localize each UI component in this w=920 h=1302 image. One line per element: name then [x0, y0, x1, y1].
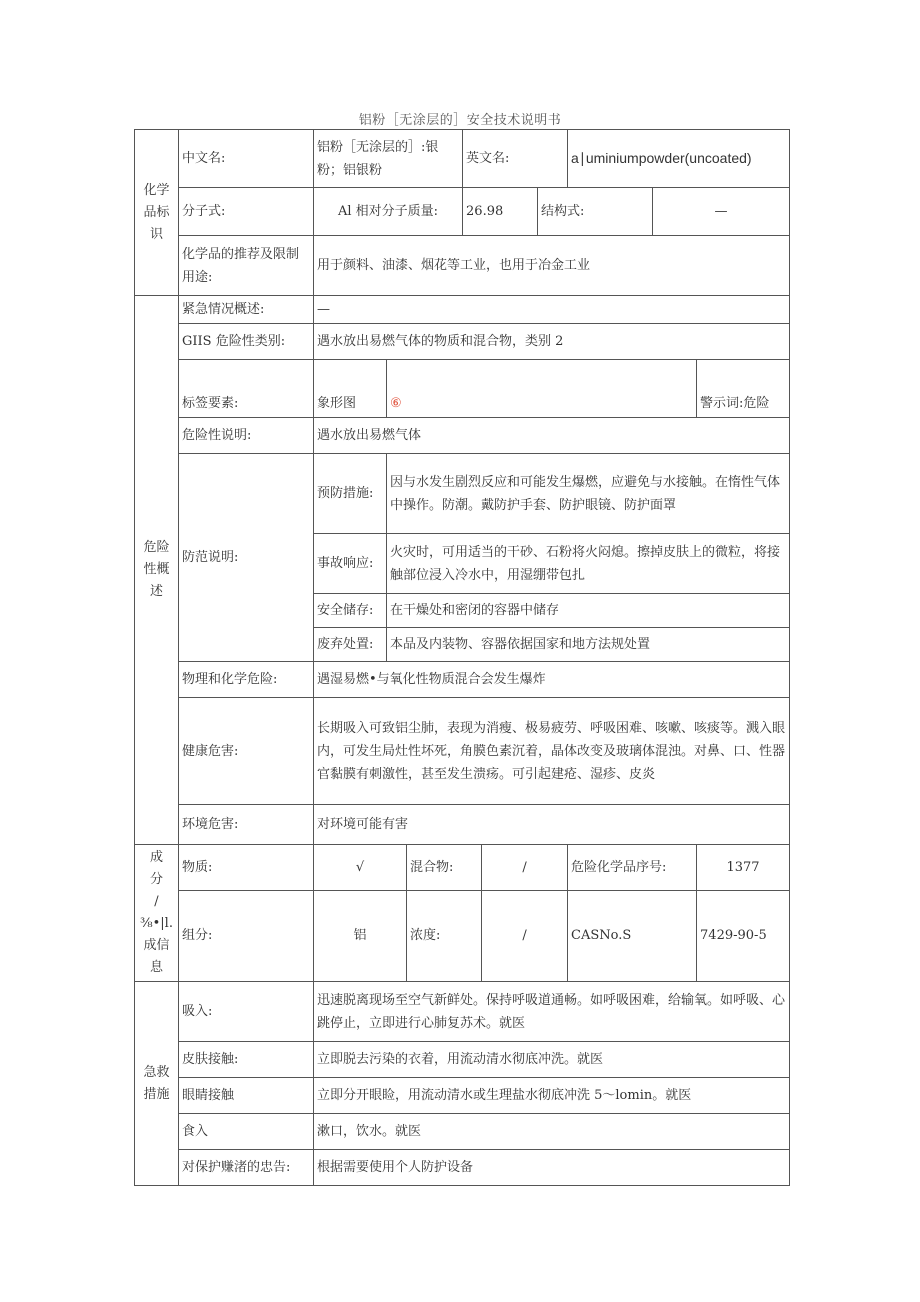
document-title: 铝粉［无涂层的］安全技术说明书: [358, 113, 562, 128]
serial-value: 1377: [697, 845, 790, 891]
cn-name-value: 铝粉［无涂层的］:银粉；铝银粉: [314, 130, 463, 188]
row-skin: [135, 1042, 790, 1078]
msds-table: [134, 129, 790, 1186]
protect-label: 对保护赚渚的忠告:: [179, 1150, 314, 1186]
structure-value: —: [653, 188, 790, 236]
serial-label: 危险化学品序号:: [568, 845, 697, 891]
section-first-aid: 急救措施: [135, 982, 179, 1186]
row-label-elements: [135, 360, 790, 418]
pictogram-symbol: ⑥: [387, 360, 697, 418]
cn-name-label: 中文名:: [179, 130, 314, 188]
section-composition-line3: 成信息: [143, 938, 170, 975]
label-elements-label: 标签要素:: [179, 360, 314, 418]
disposal-value: 本品及内装物、容器依据国家和地方法规处置: [387, 628, 790, 662]
emergency-value: —: [314, 296, 790, 324]
skin-label: 皮肤接触:: [179, 1042, 314, 1078]
row-eye: [135, 1078, 790, 1114]
section-composition: [135, 845, 179, 982]
formula-label: 分子式:: [179, 188, 314, 236]
hazard-statement-label: 危险性说明:: [179, 418, 314, 454]
env-value: 对环境可能有害: [314, 805, 790, 845]
eye-label: 眼睛接触: [179, 1078, 314, 1114]
storage-value: 在干燥处和密闭的容器中储存: [387, 594, 790, 628]
row-inhalation: [135, 982, 790, 1042]
physchem-value: 遇湿易燃•与氧化性物质混合会发生爆炸: [314, 662, 790, 698]
pictogram-label: 象形图: [314, 360, 387, 418]
row-hazard-statement: [135, 418, 790, 454]
row-use: [135, 236, 790, 296]
health-value: 长期吸入可致铝尘肺，表现为消瘦、极易疲劳、呼吸困难、咳嗽、咳痰等。溅入眼内，可发生局灶性坏死，角膜色素沉着，晶体改变及玻璃体混浊。对鼻、口、性器官黏膜有刺激性，甚至发生溃疡。可引起建疮、湿疹、皮炎: [314, 698, 790, 805]
row-prevention: [135, 454, 790, 534]
mixture-value: /: [482, 845, 568, 891]
skin-value: 立即脱去污染的衣着，用流动清水彻底冲洗。就医: [314, 1042, 790, 1078]
concentration-label: 浓度:: [407, 890, 482, 981]
env-label: 环境危害:: [179, 805, 314, 845]
row-physchem: [135, 662, 790, 698]
formula-value: Al 相对分子质量:: [314, 188, 463, 236]
component-label: 组分:: [179, 890, 314, 981]
response-label: 事故响应:: [314, 534, 387, 594]
hazard-statement-value: 遇水放出易燃气体: [314, 418, 790, 454]
precaution-label: 防范说明:: [179, 454, 314, 662]
concentration-value: /: [482, 890, 568, 981]
row-ingestion: [135, 1114, 790, 1150]
inhalation-value: 迅速脱离现场至空气新鲜处。保持呼吸道通畅。如呼吸困难，给输氧。如呼吸、心跳停止，立即进行心肺复苏术。就医: [314, 982, 790, 1042]
row-ghs: [135, 324, 790, 360]
row-substance: [135, 845, 790, 891]
ingestion-value: 漱口，饮水。就医: [314, 1114, 790, 1150]
section-composition-line2: /⅜•|l.: [140, 894, 173, 931]
use-label: 化学品的推荐及限制用途:: [179, 236, 314, 296]
ghs-label: GIIS 危险性类别:: [179, 324, 314, 360]
emergency-label: 紧急情况概述:: [179, 296, 314, 324]
ghs-value: 遇水放出易燃气体的物质和混合物，类别 2: [314, 324, 790, 360]
section-identification: 化学品标识: [135, 130, 179, 296]
mw-value: 26.98: [463, 188, 538, 236]
response-value: 火灾时，可用适当的干砂、石粉将火闷熄。擦掉皮肤上的微粒，将接触部位浸入冷水中，用湿绷带包扎: [387, 534, 790, 594]
prevention-label: 预防措施:: [314, 454, 387, 534]
row-component: [135, 890, 790, 981]
substance-value: √: [314, 845, 407, 891]
ingestion-label: 食入: [179, 1114, 314, 1150]
disposal-label: 废弃处置:: [314, 628, 387, 662]
row-formula: [135, 188, 790, 236]
row-protect: [135, 1150, 790, 1186]
en-name-value: a∣uminiumpowder(uncoated): [568, 130, 790, 188]
row-emergency: [135, 296, 790, 324]
row-environment: [135, 805, 790, 845]
inhalation-label: 吸入:: [179, 982, 314, 1042]
structure-label: 结构式:: [538, 188, 653, 236]
row-health: [135, 698, 790, 805]
eye-value: 立即分开眼睑，用流动清水或生理盐水彻底冲洗 5〜lomin。就医: [314, 1078, 790, 1114]
signal-word: 警示词:危险: [697, 360, 790, 418]
section-composition-line1: 成 分: [149, 850, 177, 887]
use-value: 用于颜料、油漆、烟花等工业，也用于冶金工业: [314, 236, 790, 296]
msds-sheet: [134, 129, 789, 1186]
section-hazard: 危险性概述: [135, 296, 179, 845]
substance-label: 物质:: [179, 845, 314, 891]
protect-value: 根据需要使用个人防护设备: [314, 1150, 790, 1186]
en-name-label: 英文名:: [463, 130, 568, 188]
cas-value: 7429-90-5: [697, 890, 790, 981]
health-label: 健康危害:: [179, 698, 314, 805]
mixture-label: 混合物:: [407, 845, 482, 891]
physchem-label: 物理和化学危险:: [179, 662, 314, 698]
component-value: 铝: [314, 890, 407, 981]
cas-label: CASNo.S: [568, 890, 697, 981]
prevention-value: 因与水发生剧烈反应和可能发生爆燃，应避免与水接触。在惰性气体中操作。防潮。戴防护手套、防护眼镜、防护面罩: [387, 454, 790, 534]
row-cn-name: [135, 130, 790, 188]
storage-label: 安全储存:: [314, 594, 387, 628]
